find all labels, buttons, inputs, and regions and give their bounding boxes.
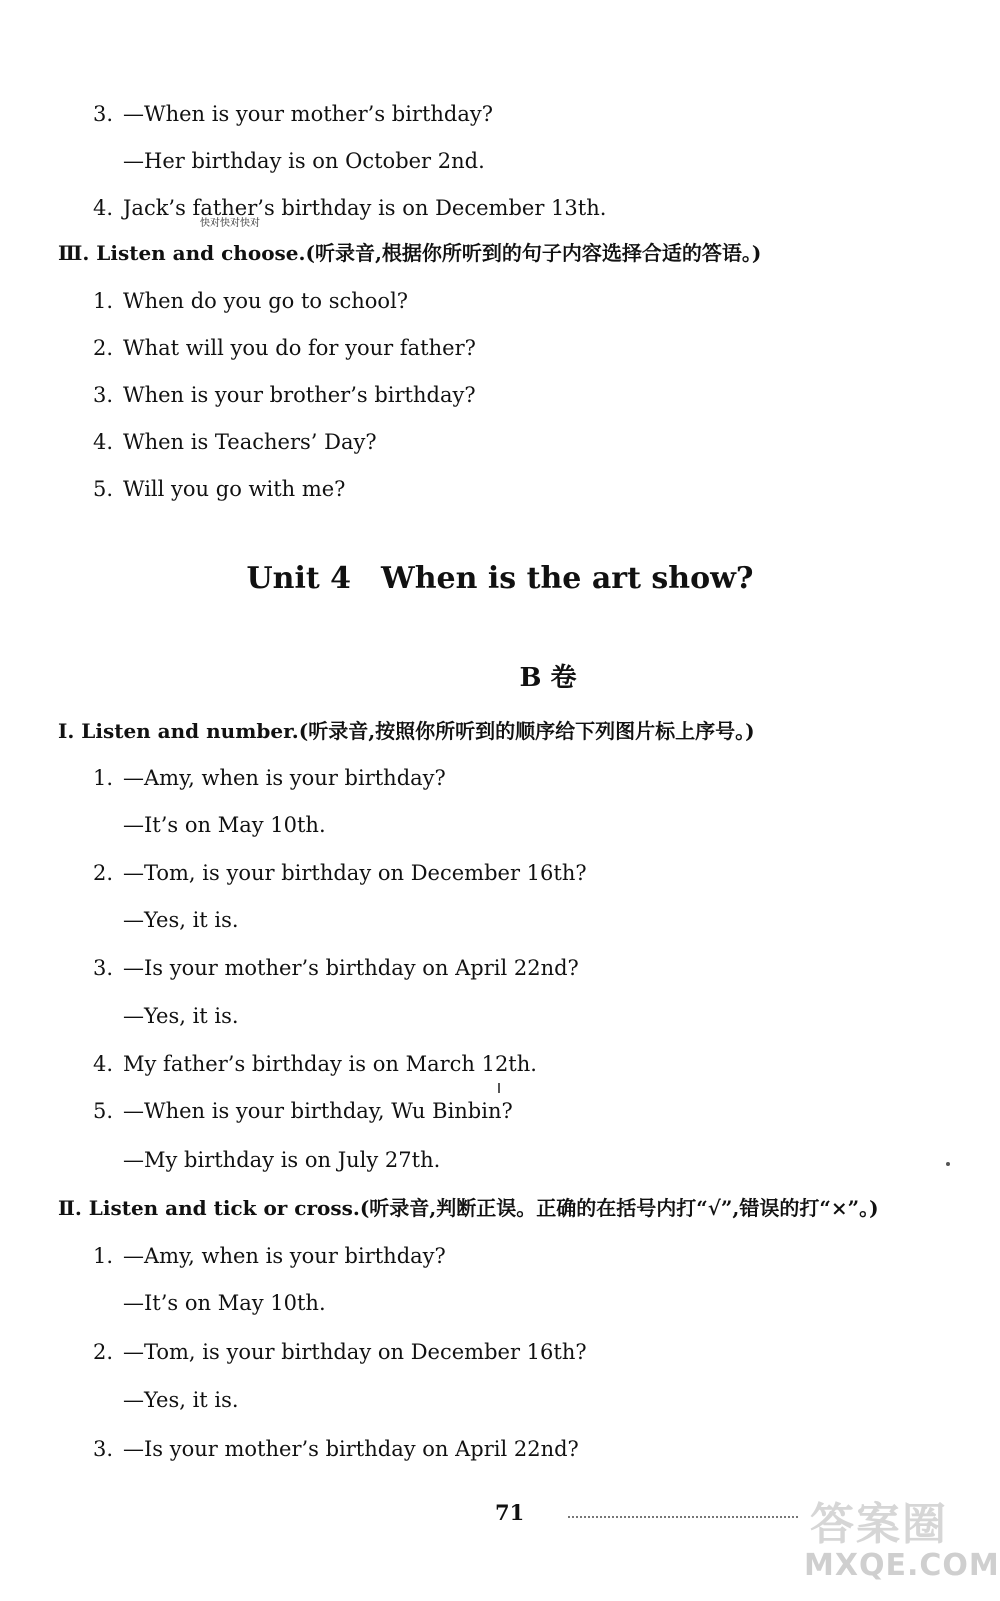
list-item: —My birthday is on July 27th.	[123, 1148, 441, 1172]
handwritten-note: 快对快对快对	[200, 218, 260, 229]
section-title-b: B 卷	[519, 663, 577, 693]
list-item: 5. Will you go with me?	[93, 477, 346, 501]
page-number: 71	[495, 1500, 525, 1525]
list-item: —Yes, it is.	[123, 1388, 239, 1412]
list-item: 2. —Tom, is your birthday on December 16th?	[93, 861, 587, 885]
site-watermark	[800, 1488, 1000, 1593]
scan-dot	[946, 1162, 950, 1166]
footer-dotted-rule	[568, 1516, 798, 1518]
watermark-logo-text: 答案圈	[810, 1499, 948, 1550]
list-item: 3. —When is your mother’s birthday?	[93, 102, 494, 126]
list-item: —It’s on May 10th.	[123, 1291, 326, 1315]
list-item: 2. —Tom, is your birthday on December 16th?	[93, 1340, 587, 1364]
list-item: 4. Jack’s father’s birthday is on December 13th.	[93, 196, 607, 220]
list-item: 4. My father’s birthday is on March 12th.	[93, 1052, 537, 1076]
watermark-url-text: MXQE.COM	[804, 1548, 1000, 1583]
list-item: 2. What will you do for your father?	[93, 336, 476, 360]
scan-mark	[498, 1083, 500, 1093]
list-item: 4. When is Teachers’ Day?	[93, 430, 377, 454]
section-heading-ii: Ⅱ. Listen and tick or cross.(听录音,判断正误。正确的在括号内打“√”,错误的打“×”。)	[58, 1196, 879, 1220]
list-item: 1. —Amy, when is your birthday?	[93, 766, 446, 790]
list-item: —It’s on May 10th.	[123, 813, 326, 837]
list-item: 3. —Is your mother’s birthday on April 22nd?	[93, 956, 579, 980]
list-item: —Yes, it is.	[123, 1004, 239, 1028]
unit-title: Unit 4 When is the art show?	[246, 561, 754, 596]
section-heading-iii: Ⅲ. Listen and choose.(听录音,根据你所听到的句子内容选择合适的答语。)	[58, 241, 762, 265]
section-heading-i: Ⅰ. Listen and number.(听录音,按照你所听到的顺序给下列图片标上序号。)	[58, 719, 755, 743]
list-item: 1. When do you go to school?	[93, 289, 409, 313]
list-item: 3. When is your brother’s birthday?	[93, 383, 476, 407]
list-item: —Yes, it is.	[123, 908, 239, 932]
list-item: —Her birthday is on October 2nd.	[123, 149, 485, 173]
list-item: 3. —Is your mother’s birthday on April 22nd?	[93, 1437, 579, 1461]
list-item: 1. —Amy, when is your birthday?	[93, 1244, 446, 1268]
list-item: 5. —When is your birthday, Wu Binbin?	[93, 1099, 513, 1123]
